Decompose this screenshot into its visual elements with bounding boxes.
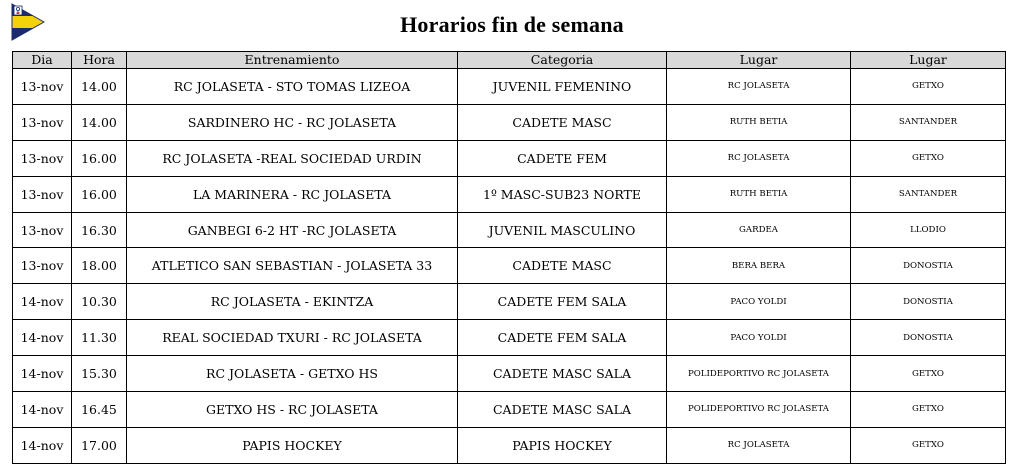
- cell-entrenamiento: GETXO HS - RC JOLASETA: [127, 392, 458, 428]
- cell-dia: 13-nov: [13, 212, 72, 248]
- cell-lugar: BERA BERA: [667, 248, 851, 284]
- page-title: Horarios fin de semana: [400, 12, 624, 37]
- column-header-lugar-ciudad: Lugar: [851, 52, 1006, 69]
- cell-ciudad: DONOSTIA: [851, 284, 1006, 320]
- column-header-lugar: Lugar: [667, 52, 851, 69]
- cell-hora: 16.00: [72, 176, 127, 212]
- table-row: [13, 284, 1006, 320]
- cell-entrenamiento: REAL SOCIEDAD TXURI - RC JOLASETA: [127, 320, 458, 356]
- cell-lugar: POLIDEPORTIVO RC JOLASETA: [667, 356, 851, 392]
- cell-dia: 14-nov: [13, 320, 72, 356]
- cell-categoria: CADETE MASC: [458, 104, 667, 140]
- cell-entrenamiento: RC JOLASETA - STO TOMAS LIZEOA: [127, 69, 458, 105]
- cell-hora: 15.30: [72, 356, 127, 392]
- cell-entrenamiento: SARDINERO HC - RC JOLASETA: [127, 104, 458, 140]
- cell-entrenamiento: RC JOLASETA - EKINTZA: [127, 284, 458, 320]
- cell-dia: 13-nov: [13, 140, 72, 176]
- column-header-dia: Dia: [13, 52, 72, 69]
- cell-hora: 16.30: [72, 212, 127, 248]
- cell-hora: 11.30: [72, 320, 127, 356]
- table-row: [13, 69, 1006, 105]
- cell-ciudad: GETXO: [851, 69, 1006, 105]
- cell-lugar: RC JOLASETA: [667, 427, 851, 463]
- cell-ciudad: LLODIO: [851, 212, 1006, 248]
- cell-categoria: CADETE MASC: [458, 248, 667, 284]
- column-header-entrenamiento: Entrenamiento: [127, 52, 458, 69]
- cell-entrenamiento: LA MARINERA - RC JOLASETA: [127, 176, 458, 212]
- cell-hora: 16.00: [72, 140, 127, 176]
- table-row: [13, 356, 1006, 392]
- cell-hora: 18.00: [72, 248, 127, 284]
- cell-dia: 13-nov: [13, 248, 72, 284]
- table-header-row: [13, 52, 1006, 69]
- column-header-hora: Hora: [72, 52, 127, 69]
- table-row: [13, 248, 1006, 284]
- cell-ciudad: SANTANDER: [851, 104, 1006, 140]
- cell-lugar: GARDEA: [667, 212, 851, 248]
- cell-categoria: PAPIS HOCKEY: [458, 427, 667, 463]
- cell-dia: 14-nov: [13, 392, 72, 428]
- cell-categoria: CADETE MASC SALA: [458, 392, 667, 428]
- cell-categoria: CADETE MASC SALA: [458, 356, 667, 392]
- cell-entrenamiento: RC JOLASETA - GETXO HS: [127, 356, 458, 392]
- cell-categoria: CADETE FEM: [458, 140, 667, 176]
- cell-ciudad: GETXO: [851, 140, 1006, 176]
- cell-categoria: CADETE FEM SALA: [458, 320, 667, 356]
- cell-ciudad: GETXO: [851, 427, 1006, 463]
- cell-dia: 13-nov: [13, 69, 72, 105]
- cell-lugar: RC JOLASETA: [667, 69, 851, 105]
- cell-dia: 14-nov: [13, 356, 72, 392]
- cell-dia: 14-nov: [13, 284, 72, 320]
- cell-hora: 14.00: [72, 69, 127, 105]
- cell-hora: 16.45: [72, 392, 127, 428]
- table-row: [13, 320, 1006, 356]
- cell-ciudad: DONOSTIA: [851, 248, 1006, 284]
- table-row: [13, 140, 1006, 176]
- cell-dia: 13-nov: [13, 104, 72, 140]
- cell-entrenamiento: GANBEGI 6-2 HT -RC JOLASETA: [127, 212, 458, 248]
- cell-lugar: RC JOLASETA: [667, 140, 851, 176]
- cell-dia: 14-nov: [13, 427, 72, 463]
- cell-lugar: RUTH BETIA: [667, 104, 851, 140]
- cell-lugar: PACO YOLDI: [667, 284, 851, 320]
- table-row: [13, 176, 1006, 212]
- cell-lugar: RUTH BETIA: [667, 176, 851, 212]
- schedule-table: [12, 51, 1006, 464]
- table-row: [13, 104, 1006, 140]
- cell-entrenamiento: PAPIS HOCKEY: [127, 427, 458, 463]
- cell-hora: 14.00: [72, 104, 127, 140]
- cell-ciudad: GETXO: [851, 356, 1006, 392]
- cell-dia: 13-nov: [13, 176, 72, 212]
- cell-categoria: JUVENIL FEMENINO: [458, 69, 667, 105]
- cell-hora: 17.00: [72, 427, 127, 463]
- cell-hora: 10.30: [72, 284, 127, 320]
- column-header-categoria: Categoria: [458, 52, 667, 69]
- cell-categoria: 1º MASC-SUB23 NORTE: [458, 176, 667, 212]
- table-row: [13, 392, 1006, 428]
- cell-lugar: POLIDEPORTIVO RC JOLASETA: [667, 392, 851, 428]
- cell-ciudad: DONOSTIA: [851, 320, 1006, 356]
- table-row: [13, 212, 1006, 248]
- cell-lugar: PACO YOLDI: [667, 320, 851, 356]
- cell-entrenamiento: ATLETICO SAN SEBASTIAN - JOLASETA 33: [127, 248, 458, 284]
- cell-ciudad: GETXO: [851, 392, 1006, 428]
- cell-ciudad: SANTANDER: [851, 176, 1006, 212]
- cell-categoria: CADETE FEM SALA: [458, 284, 667, 320]
- table-row: [13, 427, 1006, 463]
- cell-entrenamiento: RC JOLASETA -REAL SOCIEDAD URDIN: [127, 140, 458, 176]
- cell-categoria: JUVENIL MASCULINO: [458, 212, 667, 248]
